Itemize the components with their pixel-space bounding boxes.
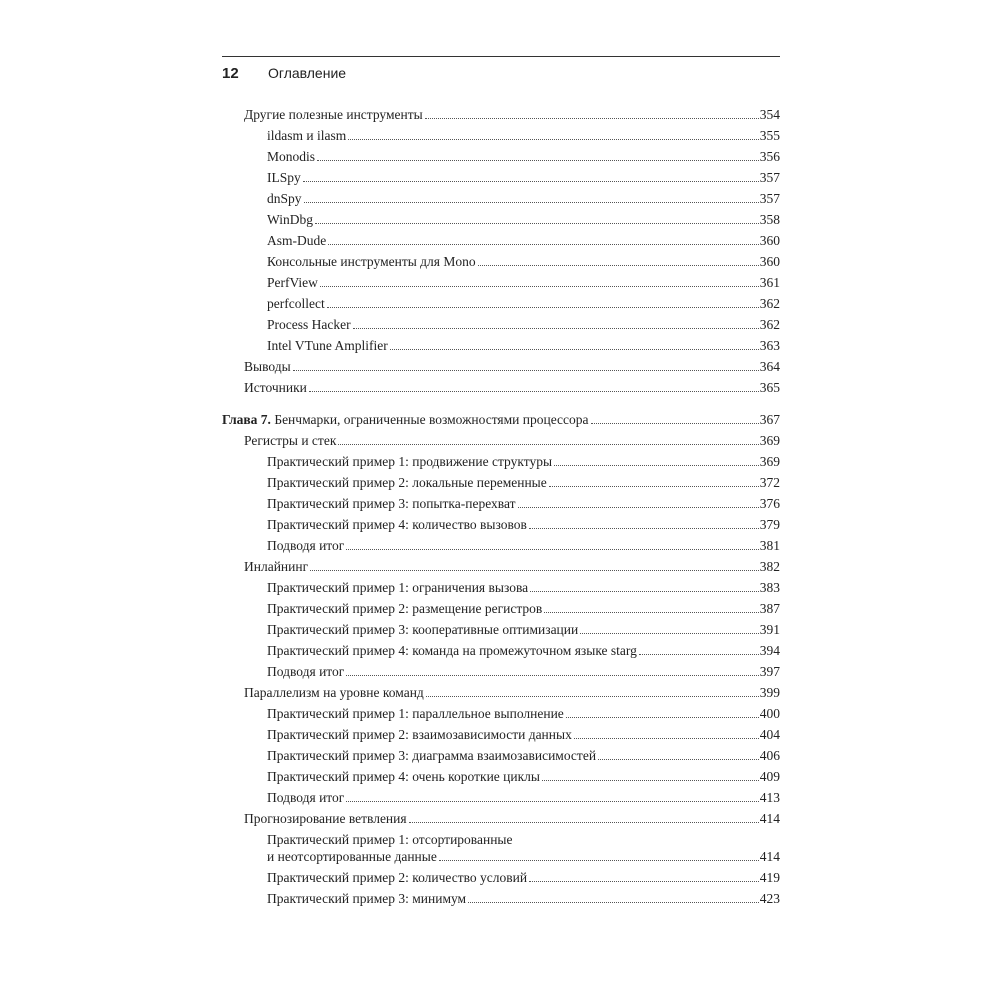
toc-entry-title: Регистры и стек [244,433,337,448]
toc-subsection-entry [222,312,780,333]
dot-leader [580,632,759,634]
toc-entry-title: PerfView [267,275,318,290]
toc-entry-title: perfcollect [267,296,325,311]
toc-entry-title: Подводя итог [267,790,345,805]
toc-subsection-entry [222,865,780,886]
dot-leader [468,901,759,903]
toc-entry-title: Process Hacker [267,317,351,332]
toc-page-number: 364 [759,359,780,374]
toc-page-number: 369 [759,454,780,469]
toc-subsection-entry [222,270,780,291]
toc-subsection-entry [222,186,780,207]
toc-subsection-entry [222,333,780,354]
toc-entry-title-continued: и неотсортированные данные [267,849,437,864]
toc-entry-title: Консольные инструменты для Mono [267,254,476,269]
running-header [222,56,780,85]
toc-entry-title: Практический пример 1: продвижение структуры [267,454,553,469]
toc-subsection-entry [222,722,780,743]
toc-entry-title: Практический пример 1: отсортированные [267,832,513,847]
toc-subsection-entry [222,491,780,512]
dot-leader [566,716,759,718]
toc-page-number: 409 [759,769,780,784]
dot-leader [293,369,759,371]
toc-subsection-entry [222,701,780,722]
toc-entry-title: Практический пример 2: размещение регистров [267,601,543,616]
toc-page-number: 363 [759,338,780,353]
toc-subsection-entry [222,596,780,617]
toc-entry-title: Подводя итог [267,664,345,679]
dot-leader [544,611,758,613]
dot-leader [542,779,759,781]
toc-subsection-entry [222,123,780,144]
toc-subsection-entry [222,449,780,470]
toc-page-number: 360 [759,233,780,248]
toc-page-number: 357 [759,191,780,206]
toc-page-number: 413 [759,790,780,805]
dot-leader [518,506,759,508]
dot-leader [304,201,759,203]
dot-leader [409,821,759,823]
toc-entry-title: Monodis [267,149,316,164]
dot-leader [353,327,759,329]
toc-page-number: 357 [759,170,780,185]
table-of-contents [222,102,780,907]
toc-subsection-entry [222,144,780,165]
dot-leader [346,674,758,676]
toc-section-entry [222,102,780,123]
running-header-title: Оглавление [268,65,347,81]
toc-page-number: 404 [759,727,780,742]
toc-entry-title: Бенчмарки, ограниченные возможностями процессора [274,412,589,427]
chapter-label: Глава 7. [222,412,271,427]
toc-entry-title: WinDbg [267,212,313,227]
toc-page-number: 423 [759,891,780,906]
dot-leader [591,422,759,424]
dot-leader [439,859,759,861]
dot-leader [554,464,759,466]
toc-subsection-entry [222,512,780,533]
toc-section-entry [222,806,780,827]
toc-entry-title: Источники [244,380,307,395]
dot-leader [426,695,759,697]
dot-leader [328,243,759,245]
toc-subsection-entry [222,638,780,659]
toc-subsection-entry [222,470,780,491]
toc-page-number: 372 [759,475,780,490]
toc-subsection-entry [222,743,780,764]
toc-page-number: 391 [759,622,780,637]
toc-page-number: 383 [759,580,780,595]
toc-subsection-entry [222,764,780,785]
dot-leader [574,737,759,739]
page-number: 12 [222,64,239,82]
toc-page-number: 356 [759,149,780,164]
dot-leader [320,285,759,287]
toc-entry-title: Подводя итог [267,538,345,553]
toc-section-entry [222,554,780,575]
toc-page-number: 362 [759,317,780,332]
dot-leader [425,117,759,119]
dot-leader [346,800,758,802]
toc-entry-title: Инлайнинг [244,559,309,574]
toc-entry-title: Практический пример 1: ограничения вызова [267,580,529,595]
toc-page-number: 379 [759,517,780,532]
dot-leader [327,306,759,308]
dot-leader [309,390,759,392]
toc-entry-title: Практический пример 2: количество условий [267,870,528,885]
toc-subsection-entry [222,659,780,680]
dot-leader [529,527,759,529]
toc-page-number: 354 [759,107,780,122]
toc-entry-title: Параллелизм на уровне команд [244,685,424,700]
toc-subsection-entry [222,827,780,865]
toc-entry-title: Практический пример 4: очень короткие циклы [267,769,540,784]
toc-entry-title: Практический пример 3: диаграмма взаимозависимостей [267,748,597,763]
toc-page-number: 397 [759,664,780,679]
toc-entry-title: Практический пример 3: минимум [267,891,467,906]
toc-entry-title: Практический пример 3: попытка-перехват [267,496,516,511]
dot-leader [598,758,759,760]
dot-leader [530,590,759,592]
toc-entry-title: Практический пример 2: взаимозависимости данных [267,727,572,742]
toc-subsection-entry [222,291,780,312]
toc-subsection-entry [222,249,780,270]
toc-subsection-entry [222,533,780,554]
toc-page-number: 406 [759,748,780,763]
toc-page-number: 367 [759,412,780,427]
toc-entry-title: Практический пример 4: количество вызовов [267,517,527,532]
toc-page-number: 381 [759,538,780,553]
dot-leader [348,138,759,140]
toc-chapter-title [222,411,589,428]
toc-subsection-entry [222,617,780,638]
toc-section-entry [222,354,780,375]
toc-page-number: 414 [759,849,780,864]
toc-page-number: 358 [759,212,780,227]
toc-subsection-entry [222,785,780,806]
dot-leader [529,880,759,882]
toc-page-number: 419 [759,870,780,885]
toc-page-number: 365 [759,380,780,395]
toc-entry-title: Выводы [244,359,291,374]
toc-entry-title: Практический пример 2: локальные переменные [267,475,547,490]
toc-page-number: 361 [759,275,780,290]
toc-section-entry [222,680,780,701]
toc-entry-title: Практический пример 1: параллельное выполнение [267,706,564,721]
toc-entry-title: Intel VTune Amplifier [267,338,388,353]
toc-page-number: 400 [759,706,780,721]
toc-entry-title: Asm-Dude [267,233,327,248]
toc-section-entry [222,375,780,396]
toc-entry-title: ildasm и ilasm [267,128,347,143]
toc-page-number: 362 [759,296,780,311]
toc-page-number: 376 [759,496,780,511]
toc-section-entry [222,428,780,449]
toc-page-number: 369 [759,433,780,448]
toc-entry-title: Практический пример 3: кооперативные оптимизации [267,622,579,637]
toc-subsection-entry [222,886,780,907]
toc-page-number: 387 [759,601,780,616]
toc-entry-title: Прогнозирование ветвления [244,811,407,826]
dot-leader [310,569,759,571]
toc-page-number: 399 [759,685,780,700]
dot-leader [338,443,758,445]
dot-leader [478,264,759,266]
dot-leader [317,159,759,161]
dot-leader [315,222,759,224]
toc-page-number: 394 [759,643,780,658]
toc-entry-title: Другие полезные инструменты [244,107,423,122]
toc-page-number: 414 [759,811,780,826]
toc-chapter-entry [222,407,780,428]
toc-page-number: 360 [759,254,780,269]
toc-entry-title: ILSpy [267,170,301,185]
dot-leader [303,180,759,182]
toc-subsection-entry [222,575,780,596]
dot-leader [390,348,759,350]
toc-entry-title: dnSpy [267,191,302,206]
toc-page-number: 382 [759,559,780,574]
toc-subsection-entry [222,165,780,186]
toc-subsection-entry [222,207,780,228]
dot-leader [549,485,759,487]
dot-leader [346,548,758,550]
toc-page-number: 355 [759,128,780,143]
dot-leader [639,653,759,655]
toc-entry-title: Практический пример 4: команда на промежуточном языке starg [267,643,637,658]
toc-subsection-entry [222,228,780,249]
